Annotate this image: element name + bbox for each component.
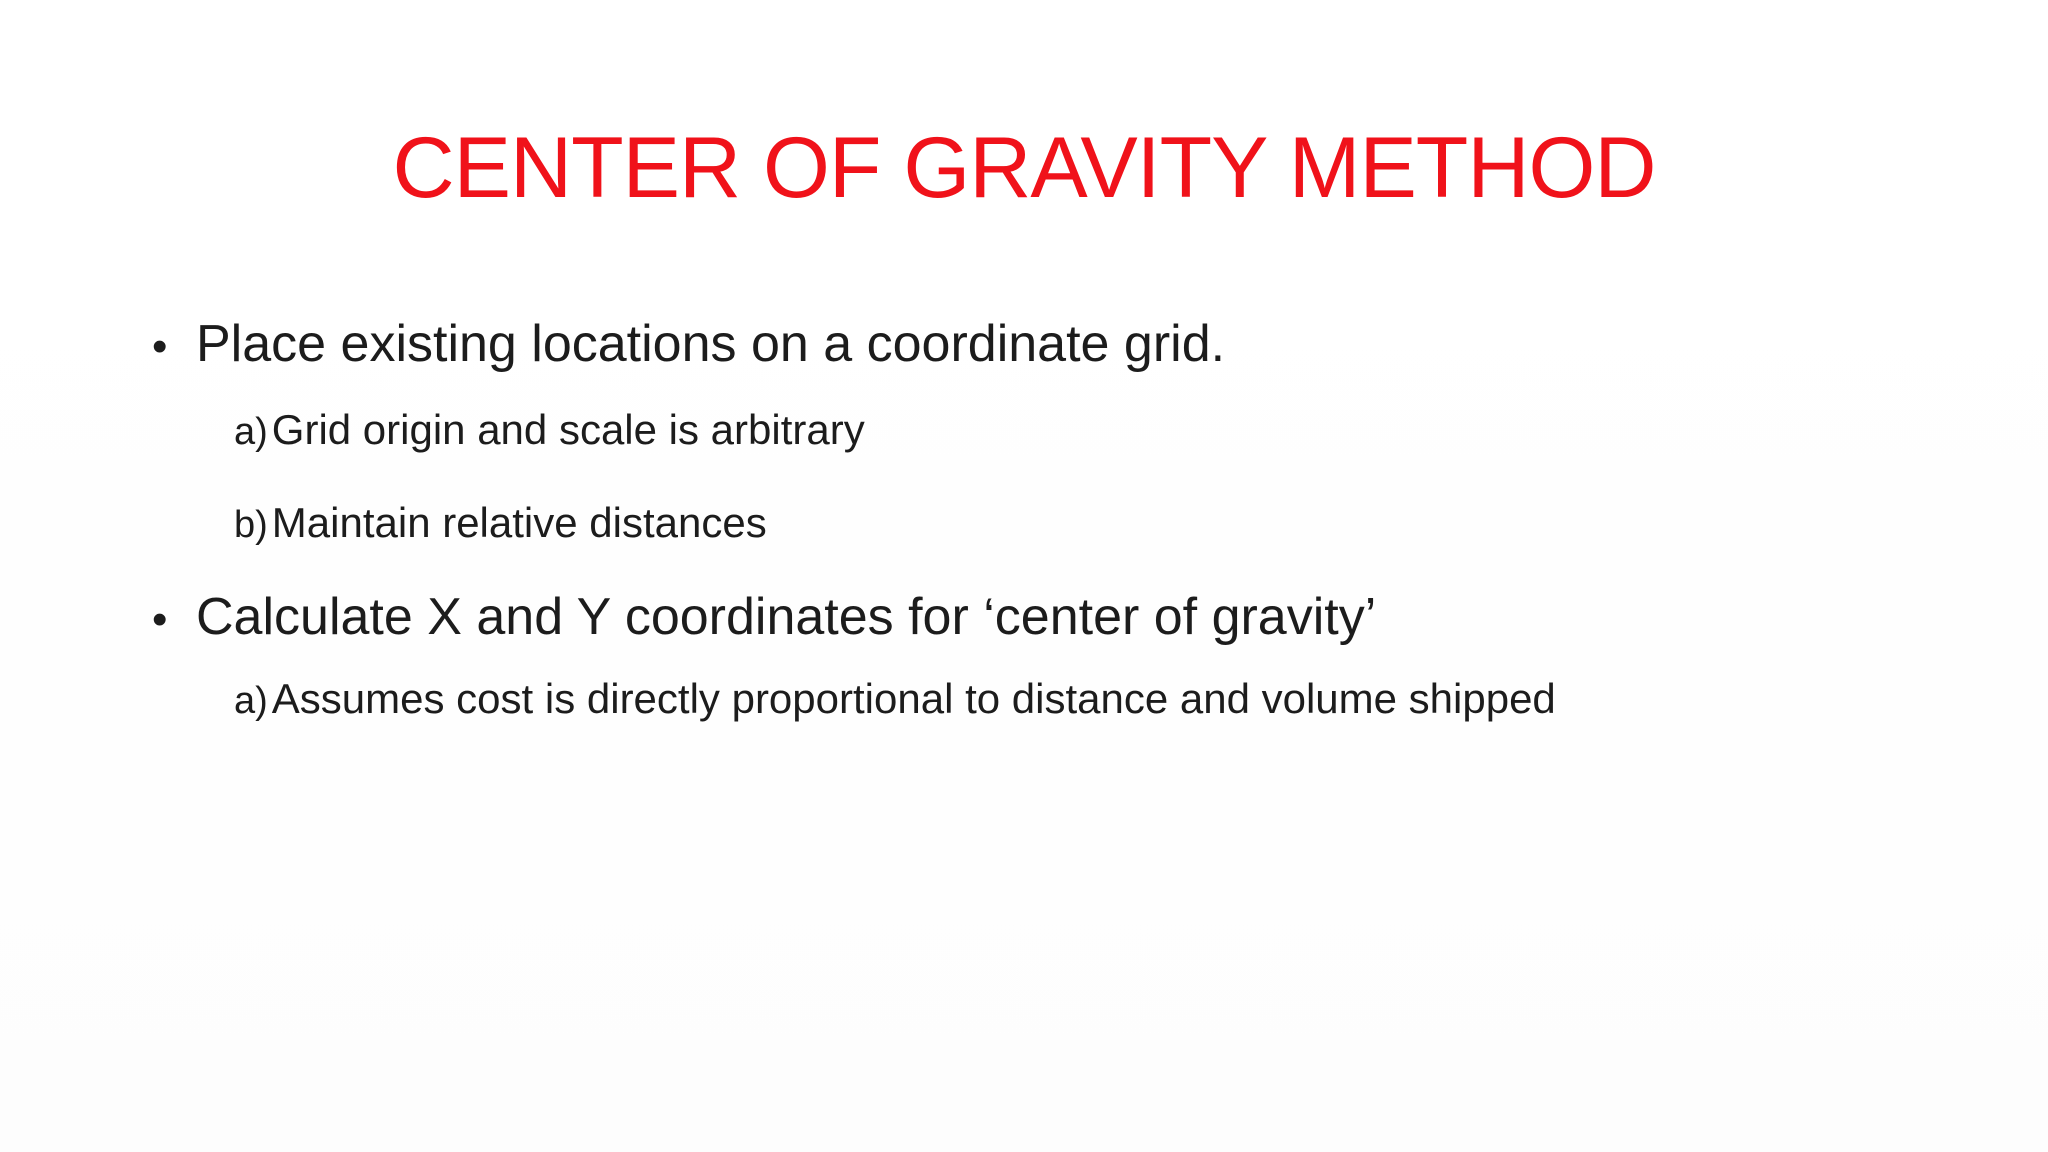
sub-item xyxy=(234,659,1972,741)
sub-item xyxy=(234,390,1972,472)
sub-item-text: Maintain relative distances xyxy=(271,499,767,546)
sub-item-marker: a) xyxy=(234,411,268,453)
sub-item-text: Assumes cost is directly proportional to distance and volume shipped xyxy=(271,675,1556,722)
bullet-item xyxy=(152,305,1972,386)
slide-content xyxy=(152,305,1972,741)
sub-item-text: Grid origin and scale is arbitrary xyxy=(271,406,865,453)
bullet-text: Place existing locations on a coordinate grid. xyxy=(196,315,1226,373)
sub-item-marker: a) xyxy=(234,680,268,722)
bullet-marker: • xyxy=(152,595,168,644)
sub-item xyxy=(234,472,1972,576)
bullet-text: Calculate X and Y coordinates for ‘center of gravity’ xyxy=(196,588,1377,646)
bullet-item xyxy=(152,578,1972,659)
sub-item-marker: b) xyxy=(234,504,268,546)
bullet-marker: • xyxy=(152,322,168,371)
slide-title: CENTER OF GRAVITY METHOD xyxy=(392,120,1656,216)
